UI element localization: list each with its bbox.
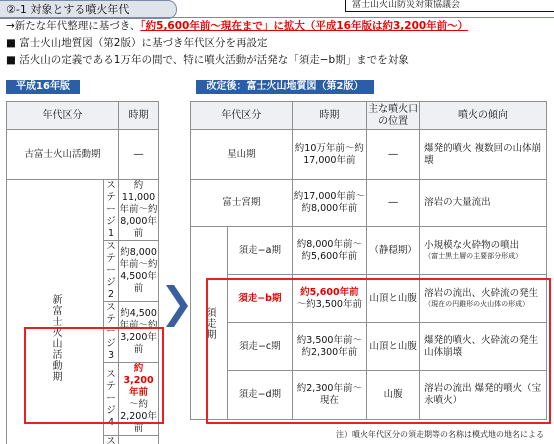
right-subashiri-b-trend [420, 275, 547, 323]
right-row-fujinomiya-location: ― [367, 180, 420, 227]
left-header-era: 年代区分 [7, 102, 119, 130]
right-subashiri-a-location: （静穏期） [367, 227, 420, 275]
right-era-table [190, 101, 547, 420]
right-row-hoshiyama-location: ― [367, 130, 420, 180]
left-stage-4-time-rest: ～約2,200年前 [120, 399, 157, 434]
left-stage-1: ステージ1 [104, 180, 119, 241]
right-subashiri-b-trend-text: 溶岩の流出、火砕流の発生 [424, 288, 539, 299]
right-subashiri-a-trend-text: 小規模な火砕物の噴出 [424, 240, 520, 251]
intro-line-1 [6, 19, 468, 33]
right-subashiri-a-time: 約8,000年前～約5,600年前 [292, 227, 366, 275]
right-header-trend: 噴火の傾向 [420, 102, 547, 130]
right-subashiri-b-location: 山頂と山腹 [367, 275, 420, 323]
left-row-old-fuji-time: ― [119, 130, 159, 180]
right-row-hoshiyama-trend: 爆発的噴火 複数回の山体崩壊 [420, 130, 547, 180]
right-row-hoshiyama: 星山期 [191, 130, 293, 180]
right-subashiri-b-time [292, 275, 366, 323]
left-stage-4-time [119, 363, 159, 436]
right-subashiri-b: 須走−b期 [228, 275, 293, 323]
right-header-time: 時期 [292, 102, 366, 130]
right-row-fujinomiya-trend: 溶岩の大量流出 [420, 180, 547, 227]
intro-line-2: ■ 富士火山地質図（第2版）に基づき年代区分を再設定 [6, 37, 268, 49]
section-title: ②-1 対象とする噴火年代 [0, 0, 177, 19]
left-stage-3-time: 約4,500年前～約3,200年前 [119, 302, 159, 363]
right-subashiri-d-time: 約2,300年前～現在 [292, 371, 366, 420]
right-subashiri-a: 須走−a期 [228, 227, 293, 275]
left-era-table [6, 101, 159, 444]
left-stage-4-time-red: 約3,200年前 [123, 363, 154, 398]
left-stage-1-time: 約11,000年前～約8,000年前 [119, 180, 158, 239]
right-header-location: 主な噴火口の位置 [367, 102, 420, 130]
right-subashiri-b-time-rest: ～約3,500年前 [296, 298, 362, 310]
right-subashiri-d: 須走−d期 [228, 371, 293, 420]
right-subashiri-c-trend: 爆発的噴火、火砕流の発生 山体崩壊 [420, 323, 547, 371]
left-version-label: 平成16年版 [6, 80, 80, 94]
right-row-hoshiyama-time: 約10万年前～約17,000年前 [292, 130, 366, 180]
right-group-subashiri: 須走期 [191, 227, 228, 420]
left-stage-5: ス [104, 436, 119, 444]
left-stage-4: ステージ4 [104, 363, 119, 436]
right-subashiri-d-trend: 溶岩の流出 爆発的噴火（宝永噴火） [420, 371, 547, 420]
right-subashiri-c-time: 約3,500年前～約2,300年前 [292, 323, 366, 371]
left-group-new-fuji: 新富士火山活動期 [7, 180, 104, 444]
right-header-era: 年代区分 [191, 102, 293, 130]
left-stage-3: ステージ3 [104, 302, 119, 363]
left-header-time: 時期 [119, 102, 159, 130]
corner-title: 富士山火山防災対策協議会 [345, 0, 554, 12]
right-subashiri-a-trend [420, 227, 547, 275]
section-divider [0, 17, 554, 18]
right-subashiri-a-note: （富士黒土層の主要部分形成） [424, 252, 523, 260]
left-row-old-fuji: 古富士火山活動期 [7, 130, 119, 180]
right-subashiri-c-location: 山頂と山腹 [367, 323, 420, 371]
right-subashiri-c: 須走−c期 [228, 323, 293, 371]
arrow-right-icon [166, 285, 188, 327]
left-stage-2-time: 約8,000年前～約4,500年前 [119, 241, 159, 302]
intro-line-3: ■ 活火山の定義である1万年の間で、特に噴火活動が活発な「須走−b期」までを対象 [6, 54, 409, 66]
right-row-fujinomiya-time: 約17,000年前～約8,000年前 [292, 180, 366, 227]
right-row-fujinomiya: 富士宮期 [191, 180, 293, 227]
left-stage-2: ステージ2 [104, 241, 119, 302]
right-subashiri-b-time-red: 約5,600年前 [300, 286, 359, 298]
intro-line-1-highlight: 「約5,600年前～現在まで」に拡大（平成16年版は約3,200年前～） [140, 20, 469, 32]
intro-line-1-prefix: →新たな年代整理に基づき、 [6, 20, 141, 32]
right-subashiri-b-note: （現在の円錐形の火山体の形成） [424, 300, 530, 308]
footnote: 注）噴火年代区分の須走期等の名称は模式地の地名による [336, 430, 544, 439]
right-subashiri-d-location: 山腹 [367, 371, 420, 420]
right-version-label: 改定後：富士火山地質図（第2版） [196, 80, 374, 94]
left-stage-5-time [119, 436, 159, 444]
